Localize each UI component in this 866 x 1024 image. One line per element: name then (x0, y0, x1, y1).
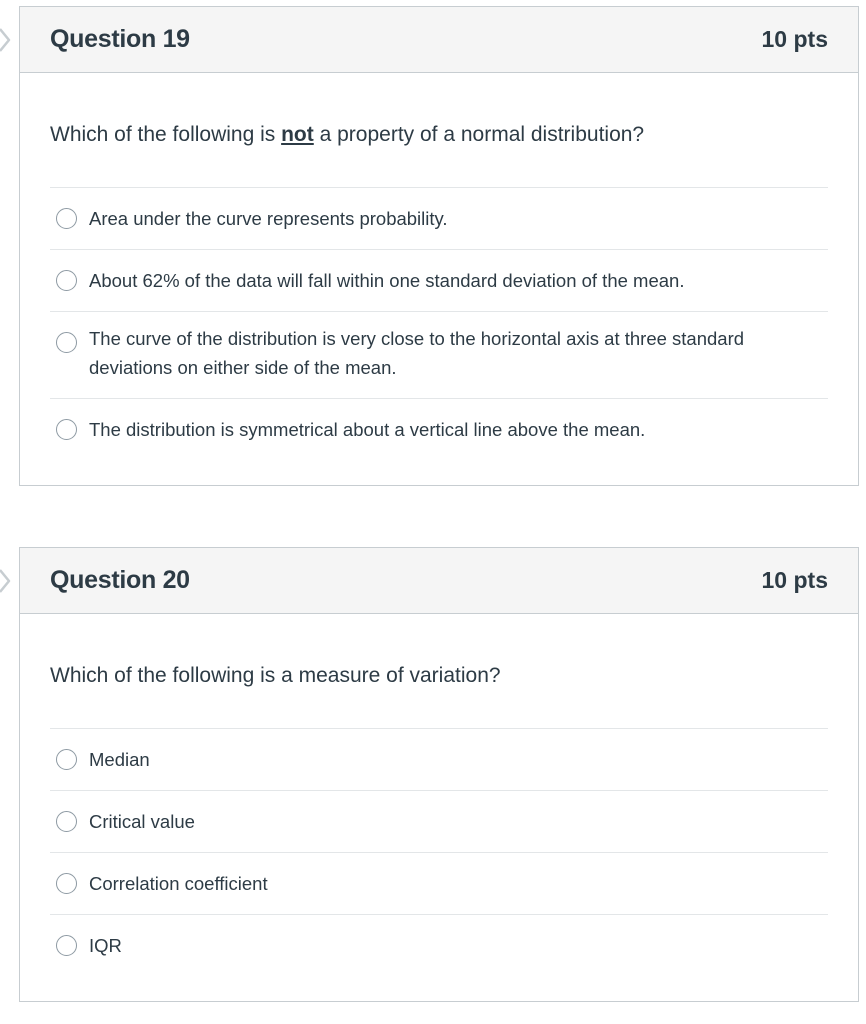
bookmark-flag-icon[interactable] (0, 27, 12, 53)
answer-label: IQR (89, 935, 122, 956)
radio-button[interactable] (56, 873, 77, 894)
answer-label: The distribution is symmetrical about a vertical line above the mean. (89, 419, 646, 440)
bookmark-flag-icon[interactable] (0, 568, 12, 594)
question-title: Question 20 (50, 566, 190, 594)
question-20-card (19, 547, 859, 1002)
radio-button[interactable] (56, 811, 77, 832)
question-body (20, 614, 858, 976)
question-19-card (19, 6, 859, 486)
question-text-emphasis: not (281, 123, 314, 146)
radio-button[interactable] (56, 208, 77, 229)
question-header (20, 7, 858, 73)
question-title: Question 19 (50, 25, 190, 53)
answer-label: The curve of the distribution is very close to the horizontal axis at three standard deviations on either side of the mean. (89, 328, 745, 378)
answer-list (50, 188, 828, 460)
question-text-before: Which of the following is (50, 123, 282, 146)
answer-label: About 62% of the data will fall within one standard deviation of the mean. (89, 270, 685, 291)
answer-option[interactable] (50, 791, 828, 853)
question-body (20, 73, 858, 460)
answer-label: Critical value (89, 811, 195, 832)
answer-label: Correlation coefficient (89, 873, 268, 894)
question-text-after: a property of a normal distribution? (313, 123, 645, 146)
question-points: 10 pts (761, 567, 828, 593)
answer-label: Median (89, 749, 150, 770)
question-points: 10 pts (761, 26, 828, 52)
answer-option[interactable] (50, 853, 828, 915)
answer-option[interactable] (50, 250, 828, 312)
answer-option[interactable] (50, 399, 828, 460)
answer-label: Area under the curve represents probability. (89, 208, 448, 229)
question-header (20, 548, 858, 614)
answer-option[interactable] (50, 188, 828, 250)
question-text (50, 73, 828, 188)
radio-button[interactable] (56, 270, 77, 291)
radio-button[interactable] (56, 749, 77, 770)
radio-button[interactable] (56, 935, 77, 956)
answer-option[interactable] (50, 312, 828, 399)
radio-button[interactable] (56, 332, 77, 353)
radio-button[interactable] (56, 419, 77, 440)
answer-option[interactable] (50, 915, 828, 976)
answer-option[interactable] (50, 729, 828, 791)
question-text: Which of the following is a measure of variation? (50, 614, 828, 729)
answer-list (50, 729, 828, 976)
